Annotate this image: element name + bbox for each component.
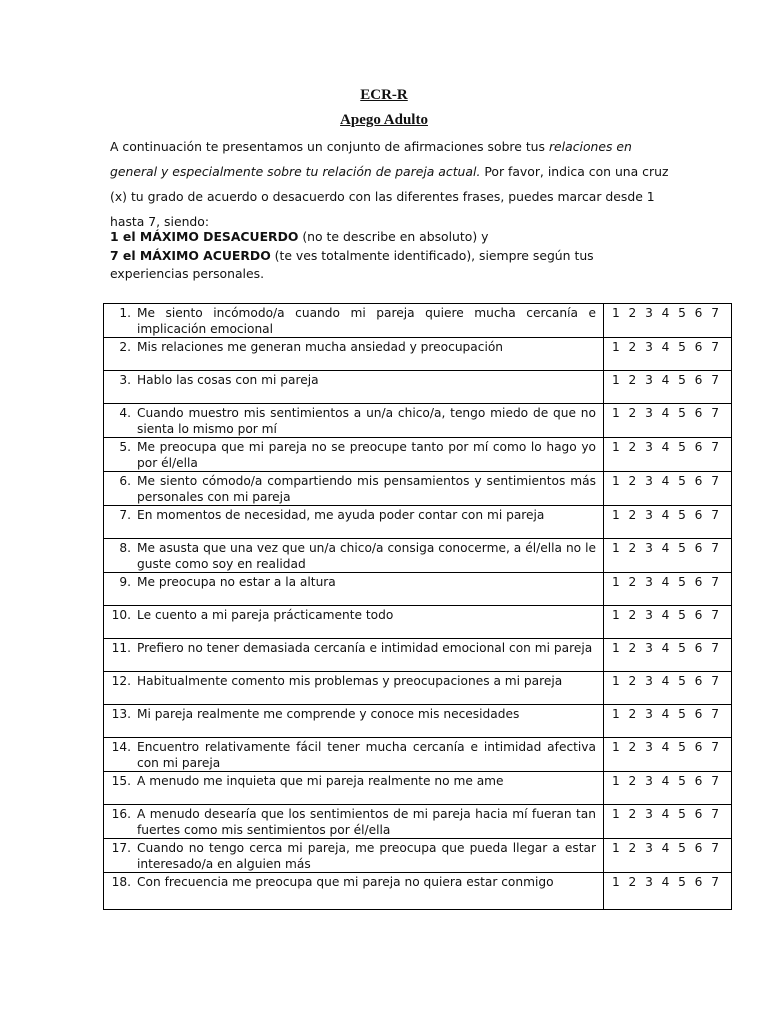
rating-option-5[interactable]: 5	[678, 508, 686, 522]
rating-option-3[interactable]: 3	[645, 340, 653, 354]
rating-cell	[604, 839, 732, 873]
rating-option-1[interactable]: 1	[612, 440, 620, 454]
rating-option-3[interactable]: 3	[645, 440, 653, 454]
rating-option-3[interactable]: 3	[645, 707, 653, 721]
rating-option-1[interactable]: 1	[612, 641, 620, 655]
item-number: 6.	[119, 474, 131, 488]
statement-cell	[104, 805, 604, 839]
rating-option-6[interactable]: 6	[694, 674, 703, 688]
item-statement: Habitualmente comento mis problemas y preocupaciones a mi pareja	[137, 674, 563, 688]
rating-option-5[interactable]: 5	[678, 875, 686, 889]
rating-cell	[604, 672, 732, 705]
rating-option-5[interactable]: 5	[678, 474, 686, 488]
rating-option-1[interactable]: 1	[612, 340, 620, 354]
statement-cell	[104, 438, 604, 472]
item-statement: Mis relaciones me generan mucha ansiedad y preocupación	[137, 340, 504, 354]
rating-option-1[interactable]: 1	[612, 474, 620, 488]
rating-cell	[604, 772, 732, 805]
rating-option-1[interactable]: 1	[612, 406, 620, 420]
rating-option-6[interactable]: 6	[694, 306, 703, 320]
rating-option-5[interactable]: 5	[678, 740, 686, 754]
rating-option-6[interactable]: 6	[694, 440, 703, 454]
document-title: ECR-R	[360, 87, 408, 103]
rating-option-1[interactable]: 1	[612, 674, 620, 688]
item-number: 8.	[119, 541, 131, 555]
table-row	[104, 606, 732, 639]
rating-cell	[604, 639, 732, 672]
item-number: 10.	[111, 608, 131, 622]
rating-option-1[interactable]: 1	[612, 608, 620, 622]
rating-option-2[interactable]: 2	[628, 474, 637, 488]
rating-option-6[interactable]: 6	[694, 740, 703, 754]
rating-option-1[interactable]: 1	[612, 707, 620, 721]
rating-option-5[interactable]: 5	[678, 406, 686, 420]
statement-cell	[104, 472, 604, 506]
item-statement: Prefiero no tener demasiada cercanía e intimidad emocional con mi pareja	[137, 641, 593, 655]
item-number: 1.	[119, 306, 131, 320]
rating-cell	[604, 805, 732, 839]
rating-option-3[interactable]: 3	[645, 474, 653, 488]
rating-option-4[interactable]: 4	[661, 740, 670, 754]
statement-cell	[104, 338, 604, 371]
item-statement: Le cuento a mi pareja prácticamente todo	[137, 608, 394, 622]
rating-option-1[interactable]: 1	[612, 875, 620, 889]
rating-option-5[interactable]: 5	[678, 440, 686, 454]
statement-cell	[104, 839, 604, 873]
intro-emphasis: relaciones en general y especialmente sobre tu relación de pareja actual.	[110, 139, 632, 179]
table-row	[104, 404, 732, 438]
rating-option-5[interactable]: 5	[678, 608, 686, 622]
rating-option-7[interactable]: 7	[711, 340, 719, 354]
rating-option-1[interactable]: 1	[612, 841, 620, 855]
rating-option-2[interactable]: 2	[628, 807, 637, 821]
statement-cell	[104, 606, 604, 639]
rating-option-4[interactable]: 4	[661, 608, 670, 622]
rating-option-3[interactable]: 3	[645, 740, 653, 754]
rating-option-2[interactable]: 2	[628, 373, 637, 387]
rating-option-4[interactable]: 4	[661, 406, 670, 420]
scale-max-label: 7 el MÁXIMO ACUERDO	[110, 247, 271, 263]
rating-option-4[interactable]: 4	[661, 508, 670, 522]
statement-cell	[104, 539, 604, 573]
item-number: 13.	[111, 707, 131, 721]
rating-cell	[604, 371, 732, 404]
table-row	[104, 371, 732, 404]
rating-option-6[interactable]: 6	[694, 541, 703, 555]
statement-cell	[104, 772, 604, 805]
rating-option-7[interactable]: 7	[711, 541, 719, 555]
statement-cell	[104, 371, 604, 404]
statement-cell	[104, 705, 604, 738]
rating-option-6[interactable]: 6	[694, 508, 703, 522]
table-row	[104, 772, 732, 805]
rating-option-5[interactable]: 5	[678, 575, 686, 589]
rating-option-6[interactable]: 6	[694, 841, 703, 855]
item-number: 18.	[111, 875, 131, 889]
item-statement: Me preocupa que mi pareja no se preocupe tanto por mí como lo hago yo por él/ella	[137, 440, 596, 470]
table-row	[104, 639, 732, 672]
table-row	[104, 573, 732, 606]
table-row	[104, 338, 732, 371]
rating-option-2[interactable]: 2	[628, 306, 637, 320]
rating-option-7[interactable]: 7	[711, 875, 719, 889]
rating-cell	[604, 606, 732, 639]
rating-option-5[interactable]: 5	[678, 707, 686, 721]
rating-option-6[interactable]: 6	[694, 774, 703, 788]
rating-option-5[interactable]: 5	[678, 541, 686, 555]
item-statement: Con frecuencia me preocupa que mi pareja no quiera estar conmigo	[137, 875, 554, 889]
item-statement: A menudo desearía que los sentimientos de mi pareja hacia mí fueran tan fuertes como mis sentimientos por él/ella	[137, 807, 596, 837]
statement-cell	[104, 639, 604, 672]
item-number: 5.	[119, 440, 131, 454]
rating-option-4[interactable]: 4	[661, 841, 670, 855]
rating-option-7[interactable]: 7	[711, 641, 719, 655]
table-row	[104, 472, 732, 506]
item-number: 7.	[119, 508, 131, 522]
item-statement: A menudo me inquieta que mi pareja realmente no me ame	[137, 774, 504, 788]
rating-option-1[interactable]: 1	[612, 373, 620, 387]
statement-cell	[104, 573, 604, 606]
rating-option-1[interactable]: 1	[612, 306, 620, 320]
rating-option-3[interactable]: 3	[645, 575, 653, 589]
rating-option-7[interactable]: 7	[711, 508, 719, 522]
scale-min-text: (no te describe en absoluto) y	[298, 229, 489, 244]
rating-option-2[interactable]: 2	[628, 707, 637, 721]
rating-option-4[interactable]: 4	[661, 674, 670, 688]
statement-cell	[104, 304, 604, 338]
rating-option-7[interactable]: 7	[711, 841, 719, 855]
rating-option-1[interactable]: 1	[612, 541, 620, 555]
rating-cell	[604, 705, 732, 738]
rating-option-7[interactable]: 7	[711, 474, 719, 488]
rating-option-3[interactable]: 3	[645, 641, 653, 655]
rating-option-2[interactable]: 2	[628, 674, 637, 688]
rating-option-7[interactable]: 7	[711, 440, 719, 454]
rating-cell	[604, 404, 732, 438]
item-number: 12.	[111, 674, 131, 688]
rating-option-5[interactable]: 5	[678, 340, 686, 354]
rating-option-3[interactable]: 3	[645, 608, 653, 622]
table-row	[104, 705, 732, 738]
rating-option-7[interactable]: 7	[711, 575, 719, 589]
rating-option-2[interactable]: 2	[628, 875, 637, 889]
table-row	[104, 672, 732, 705]
rating-option-4[interactable]: 4	[661, 807, 670, 821]
rating-option-4[interactable]: 4	[661, 440, 670, 454]
rating-option-4[interactable]: 4	[661, 541, 670, 555]
rating-option-4[interactable]: 4	[661, 774, 670, 788]
rating-option-5[interactable]: 5	[678, 641, 686, 655]
table-row	[104, 438, 732, 472]
rating-option-6[interactable]: 6	[694, 575, 703, 589]
rating-option-1[interactable]: 1	[612, 774, 620, 788]
item-number: 3.	[119, 373, 131, 387]
rating-option-4[interactable]: 4	[661, 707, 670, 721]
table-row	[104, 839, 732, 873]
rating-option-2[interactable]: 2	[628, 440, 637, 454]
rating-option-3[interactable]: 3	[645, 406, 653, 420]
rating-option-7[interactable]: 7	[711, 807, 719, 821]
rating-option-5[interactable]: 5	[678, 306, 686, 320]
rating-option-7[interactable]: 7	[711, 608, 719, 622]
rating-option-3[interactable]: 3	[645, 306, 653, 320]
intro-paragraph	[110, 134, 670, 234]
item-statement: Mi pareja realmente me comprende y conoce mis necesidades	[137, 707, 520, 721]
rating-option-1[interactable]: 1	[612, 740, 620, 754]
rating-option-6[interactable]: 6	[694, 406, 703, 420]
item-number: 17.	[111, 841, 131, 855]
item-number: 4.	[119, 406, 131, 420]
rating-option-5[interactable]: 5	[678, 807, 686, 821]
rating-option-5[interactable]: 5	[678, 674, 686, 688]
rating-option-2[interactable]: 2	[628, 406, 637, 420]
statement-cell	[104, 873, 604, 910]
item-statement: En momentos de necesidad, me ayuda poder contar con mi pareja	[137, 508, 545, 522]
rating-option-7[interactable]: 7	[711, 740, 719, 754]
rating-cell	[604, 873, 732, 910]
rating-option-3[interactable]: 3	[645, 508, 653, 522]
item-number: 15.	[111, 774, 131, 788]
item-statement: Hablo las cosas con mi pareja	[137, 373, 319, 387]
rating-option-6[interactable]: 6	[694, 875, 703, 889]
rating-option-7[interactable]: 7	[711, 306, 719, 320]
rating-option-1[interactable]: 1	[612, 807, 620, 821]
rating-option-6[interactable]: 6	[694, 707, 703, 721]
rating-cell	[604, 438, 732, 472]
rating-option-2[interactable]: 2	[628, 541, 637, 555]
intro-text-2: Por favor, indica con una cruz (x) tu grado de acuerdo o desacuerdo con las diferentes frases, puedes marcar desde 1 hasta 7, siendo:	[110, 164, 669, 229]
rating-option-6[interactable]: 6	[694, 474, 703, 488]
rating-option-3[interactable]: 3	[645, 774, 653, 788]
rating-cell	[604, 738, 732, 772]
rating-option-2[interactable]: 2	[628, 608, 637, 622]
rating-option-2[interactable]: 2	[628, 774, 637, 788]
rating-option-4[interactable]: 4	[661, 575, 670, 589]
rating-option-4[interactable]: 4	[661, 875, 670, 889]
item-number: 14.	[111, 740, 131, 754]
rating-cell	[604, 506, 732, 539]
item-statement: Me siento incómodo/a cuando mi pareja quiere mucha cercanía e implicación emocional	[137, 306, 596, 336]
rating-option-3[interactable]: 3	[645, 541, 653, 555]
rating-option-2[interactable]: 2	[628, 340, 637, 354]
rating-option-3[interactable]: 3	[645, 674, 653, 688]
rating-option-4[interactable]: 4	[661, 474, 670, 488]
rating-cell	[604, 539, 732, 573]
rating-option-6[interactable]: 6	[694, 608, 703, 622]
rating-option-6[interactable]: 6	[694, 373, 703, 387]
table-row	[104, 539, 732, 573]
table-row	[104, 873, 732, 910]
item-number: 2.	[119, 340, 131, 354]
item-statement: Encuentro relativamente fácil tener mucha cercanía e intimidad afectiva con mi pareja	[137, 740, 596, 770]
table-row	[104, 738, 732, 772]
rating-option-2[interactable]: 2	[628, 841, 637, 855]
item-number: 11.	[111, 641, 131, 655]
rating-option-6[interactable]: 6	[694, 807, 703, 821]
rating-option-7[interactable]: 7	[711, 406, 719, 420]
rating-option-6[interactable]: 6	[694, 340, 703, 354]
rating-cell	[604, 338, 732, 371]
document-subtitle: Apego Adulto	[340, 112, 428, 128]
rating-option-2[interactable]: 2	[628, 508, 637, 522]
rating-option-3[interactable]: 3	[645, 841, 653, 855]
scale-max-text: (te ves totalmente identificado), siempre según tus experiencias personales.	[110, 247, 594, 281]
rating-option-5[interactable]: 5	[678, 841, 686, 855]
rating-option-4[interactable]: 4	[661, 340, 670, 354]
rating-option-1[interactable]: 1	[612, 575, 620, 589]
table-row	[104, 805, 732, 839]
rating-option-4[interactable]: 4	[661, 373, 670, 387]
scale-description	[110, 228, 670, 284]
rating-option-3[interactable]: 3	[645, 373, 653, 387]
table-row	[104, 506, 732, 539]
rating-option-3[interactable]: 3	[645, 875, 653, 889]
rating-option-5[interactable]: 5	[678, 774, 686, 788]
questionnaire-table	[103, 303, 732, 910]
item-statement: Me preocupa no estar a la altura	[137, 575, 336, 589]
rating-cell	[604, 472, 732, 506]
rating-option-2[interactable]: 2	[628, 575, 637, 589]
rating-option-3[interactable]: 3	[645, 807, 653, 821]
intro-text-1: A continuación te presentamos un conjunto de afirmaciones sobre tus	[110, 139, 549, 154]
rating-cell	[604, 304, 732, 338]
rating-option-4[interactable]: 4	[661, 641, 670, 655]
scale-min-label: 1 el MÁXIMO DESACUERDO	[110, 229, 299, 244]
item-statement: Me siento cómodo/a compartiendo mis pensamientos y sentimientos más personales con mi pareja	[137, 474, 596, 504]
table-row	[104, 304, 732, 338]
statement-cell	[104, 672, 604, 705]
rating-cell	[604, 573, 732, 606]
rating-option-1[interactable]: 1	[612, 508, 620, 522]
rating-option-7[interactable]: 7	[711, 707, 719, 721]
item-statement: Cuando no tengo cerca mi pareja, me preocupa que pueda llegar a estar interesado/a en alguien más	[137, 841, 596, 871]
rating-option-5[interactable]: 5	[678, 373, 686, 387]
rating-option-7[interactable]: 7	[711, 674, 719, 688]
rating-option-7[interactable]: 7	[711, 774, 719, 788]
item-number: 9.	[119, 575, 131, 589]
rating-option-6[interactable]: 6	[694, 641, 703, 655]
item-statement: Cuando muestro mis sentimientos a un/a chico/a, tengo miedo de que no sienta lo mismo por mí	[137, 406, 596, 436]
rating-option-7[interactable]: 7	[711, 373, 719, 387]
statement-cell	[104, 738, 604, 772]
statement-cell	[104, 404, 604, 438]
rating-option-2[interactable]: 2	[628, 740, 637, 754]
item-statement: Me asusta que una vez que un/a chico/a consiga conocerme, a él/ella no le guste como soy en realidad	[137, 541, 596, 571]
rating-option-4[interactable]: 4	[661, 306, 670, 320]
rating-option-2[interactable]: 2	[628, 641, 637, 655]
statement-cell	[104, 506, 604, 539]
item-number: 16.	[111, 807, 131, 821]
